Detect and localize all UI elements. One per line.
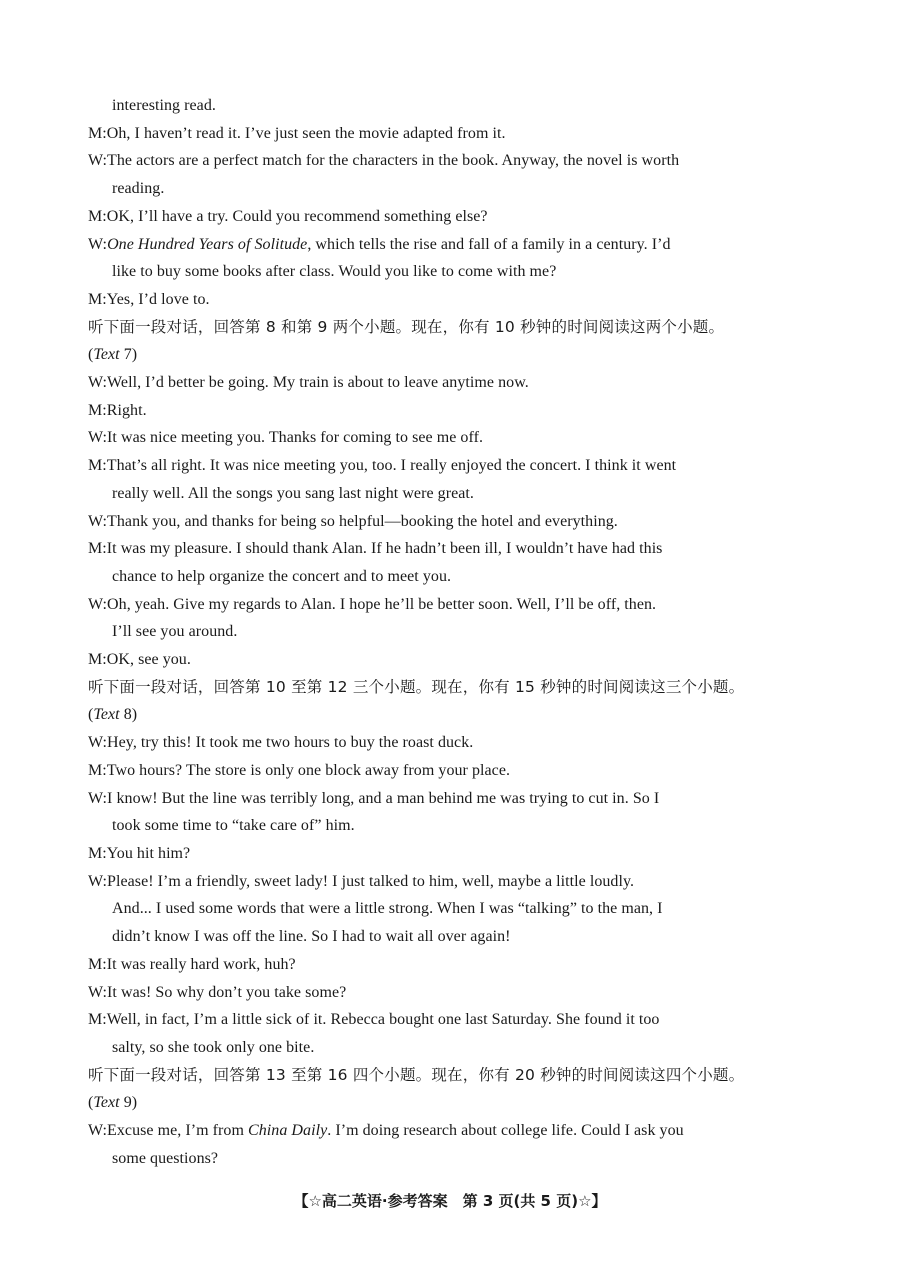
text-line: M:It was my pleasure. I should thank Alan. If he hadn’t been ill, I wouldn’t have had this <box>88 540 663 558</box>
text-line: salty, so she took only one bite. <box>112 1038 315 1056</box>
text-line: M:Right. <box>88 401 147 419</box>
text-label <box>88 701 818 729</box>
text-line: W:The actors are a perfect match for the characters in the book. Anyway, the novel is worth <box>88 152 680 170</box>
text-line: W:Hey, try this! It took me two hours to buy the roast duck. <box>88 734 474 752</box>
text-label <box>88 341 818 369</box>
text-line: some questions? <box>112 1149 219 1167</box>
text-line: M:Two hours? The store is only one block away from your place. <box>88 761 511 779</box>
label-open: ( <box>88 1094 94 1112</box>
label-open: ( <box>88 706 94 724</box>
text-line: W:Oh, yeah. Give my regards to Alan. I hope he’ll be better soon. Well, I’ll be off, then. <box>88 595 657 613</box>
text-line: didn’t know I was off the line. So I had to wait all over again! <box>112 928 511 946</box>
label-word: Text <box>93 346 120 364</box>
text-line <box>88 231 818 259</box>
text-line: I’ll see you around. <box>112 623 238 641</box>
text-line: chance to help organize the concert and to meet you. <box>112 567 452 585</box>
label-number: 9) <box>119 1094 138 1112</box>
text-line: And... I used some words that were a little strong. When I was “talking” to the man, I <box>112 900 663 918</box>
text-line: W:Thank you, and thanks for being so helpful—booking the hotel and everything. <box>88 512 618 530</box>
text-label <box>88 1089 818 1117</box>
text-line: M:It was really hard work, huh? <box>88 955 296 973</box>
text-line: M:That’s all right. It was nice meeting you, too. I really enjoyed the concert. I think it went <box>88 457 677 475</box>
text-line: W:I know! But the line was terribly long, and a man behind me was trying to cut in. So I <box>88 789 660 807</box>
instruction-line: 听下面一段对话，回答第 13 至第 16 四个小题。现在，你有 20 秒钟的时间阅读这四个小题。 <box>88 1065 745 1084</box>
line-rest: . I’m doing research about college life. Could I ask you <box>327 1122 684 1140</box>
label-number: 7) <box>119 346 138 364</box>
text-line: M:OK, I’ll have a try. Could you recommend something else? <box>88 207 488 225</box>
label-open: ( <box>88 346 94 364</box>
text-line: interesting read. <box>112 97 216 114</box>
page-footer: 【☆高二英语·参考答案 第 3 页(共 5 页)☆】 <box>293 1192 607 1210</box>
book-title: One Hundred Years of Solitude <box>107 235 308 253</box>
label-number: 8) <box>119 706 138 724</box>
text-line: W:It was nice meeting you. Thanks for coming to see me off. <box>88 429 483 447</box>
text-line: M:You hit him? <box>88 844 191 862</box>
label-word: Text <box>93 706 120 724</box>
text-line: like to buy some books after class. Would you like to come with me? <box>112 263 557 281</box>
text-line <box>88 1117 818 1145</box>
newspaper-name: China Daily <box>248 1122 328 1140</box>
instruction-line: 听下面一段对话，回答第 10 至第 12 三个小题。现在，你有 15 秒钟的时间阅读这三个小题。 <box>88 677 745 696</box>
speaker-prefix: W: <box>88 235 108 253</box>
instruction-line: 听下面一段对话，回答第 8 和第 9 两个小题。现在，你有 10 秒钟的时间阅读这两个小题。 <box>88 317 725 336</box>
text-line: M:Well, in fact, I’m a little sick of it. Rebecca bought one last Saturday. She found it too <box>88 1011 660 1029</box>
speaker-prefix: W:Excuse me, I’m from <box>88 1122 249 1140</box>
line-rest: , which tells the rise and fall of a family in a century. I’d <box>307 235 671 253</box>
text-line: M:Yes, I’d love to. <box>88 290 210 308</box>
text-line: W:It was! So why don’t you take some? <box>88 983 347 1001</box>
text-line: reading. <box>112 180 165 198</box>
text-line: took some time to “take care of” him. <box>112 817 355 835</box>
text-line: W:Well, I’d better be going. My train is about to leave anytime now. <box>88 374 529 392</box>
text-line: M:Oh, I haven’t read it. I’ve just seen the movie adapted from it. <box>88 124 506 142</box>
text-line: W:Please! I’m a friendly, sweet lady! I just talked to him, well, maybe a little loudly. <box>88 872 635 890</box>
label-word: Text <box>93 1094 120 1112</box>
document-page <box>88 92 818 1172</box>
text-line: really well. All the songs you sang last night were great. <box>112 484 474 502</box>
text-line: M:OK, see you. <box>88 651 191 669</box>
